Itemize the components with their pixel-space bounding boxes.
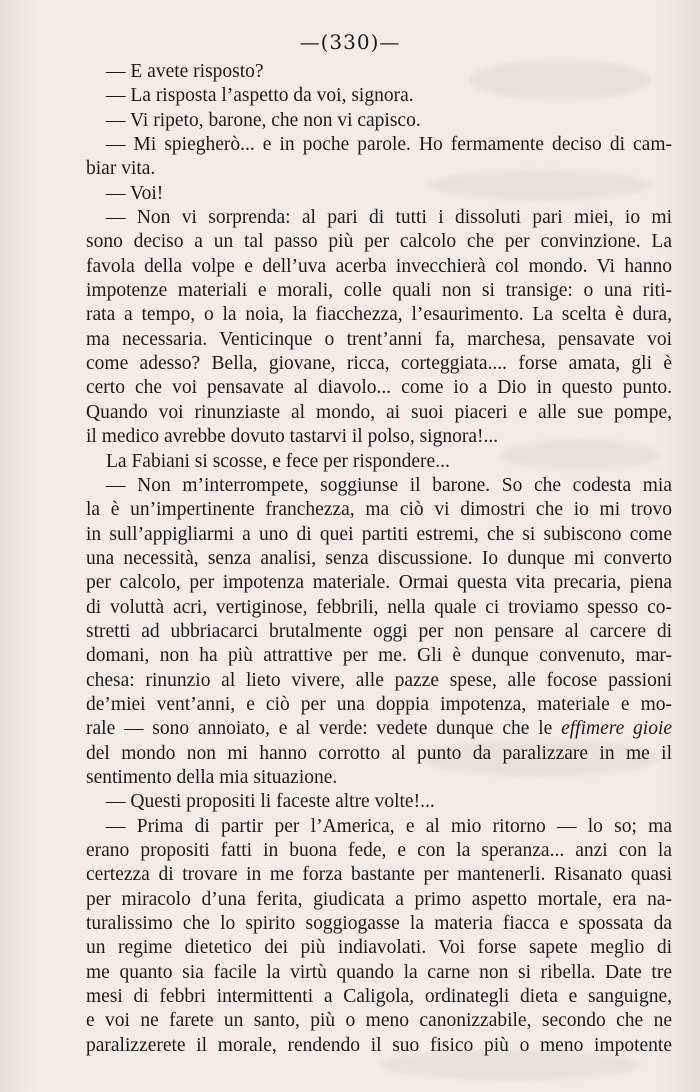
text-line xyxy=(86,669,672,693)
text-line-content: — Mi spiegherò... e in poche parole. Ho fermamente deciso di cam- xyxy=(106,134,672,156)
text-line-content: — Vi ripeto, barone, che non vi capisco. xyxy=(106,109,421,131)
text-line xyxy=(86,644,672,668)
text-line-content: — E avete risposto? xyxy=(106,61,264,82)
text-line xyxy=(86,596,672,620)
text-line xyxy=(86,863,672,887)
text-line-content: certo che voi pensavate al diavolo... come io a Dio in questo punto. xyxy=(86,377,672,399)
text-line xyxy=(86,620,672,644)
text-line-content: Quando voi rinunziaste al mondo, ai suoi piaceri e alle sue pompe, xyxy=(86,401,672,423)
text-line-content: — Non m’interrompete, soggiunse il barone. So che codesta mia xyxy=(106,474,672,496)
emphasized-text: effimere gioie xyxy=(561,718,673,740)
text-line-content: un regime dietetico dei più indiavolati. Voi forse sapete meglio di xyxy=(86,937,672,959)
text-line-content: turalissimo che lo spirito soggiogasse la materia fiacca e spossata da xyxy=(86,913,672,935)
text-line-content: stretti ad ubbriacarci brutalmente oggi per non pensare al carcere di xyxy=(86,620,672,642)
text-line xyxy=(86,182,672,206)
text-line xyxy=(86,450,672,474)
body-text xyxy=(86,60,672,1058)
text-line xyxy=(86,1034,672,1058)
text-line xyxy=(86,571,672,595)
text-line-content: chesa: rinunzio al lieto vivere, alle pazze spese, alle focose passioni xyxy=(86,669,672,691)
text-line xyxy=(86,109,672,133)
text-line-content: favola della volpe e dell’uva acerba invecchierà col mondo. Vi hanno xyxy=(86,255,672,277)
text-line xyxy=(86,84,672,108)
text-line-content: sono deciso a un tal passo più per calcolo che per convinzione. La xyxy=(86,231,672,253)
text-line-content: me quanto sia facile la virtù quando la carne non si ribella. Date tre xyxy=(86,961,672,983)
text-line-content: del mondo non mi hanno corrotto al punto da paralizzare in me il xyxy=(86,742,672,764)
text-line-content: in sull’appigliarmi a uno di quei partiti estremi, che si subiscono come xyxy=(86,523,672,545)
text-line-content: rale — sono annoiato, e al verde: vedete dunque che le xyxy=(86,718,553,740)
text-line-content: rata a tempo, o la noia, la fiacchezza, l’esaurimento. La scelta è dura, xyxy=(86,304,672,326)
text-line-content: come adesso? Bella, giovane, ricca, corteggiata.... forse amata, gli è xyxy=(86,353,672,375)
text-line-content: una necessità, senza analisi, senza discussione. Io dunque mi converto xyxy=(86,547,672,569)
text-line xyxy=(86,1009,672,1033)
text-line-content: — Prima di partir per l’America, e al mio ritorno — lo so; ma xyxy=(106,815,672,837)
text-line-content: La Fabiani si scosse, e fece per rispondere... xyxy=(106,450,450,472)
text-line xyxy=(86,815,672,839)
text-line-content: il medico avrebbe dovuto tastarvi il polso, signora!... xyxy=(86,426,499,448)
text-line xyxy=(86,523,672,547)
text-line-content: e voi ne farete un santo, più o meno canonizzabile, secondo che ne xyxy=(86,1010,672,1032)
text-line xyxy=(86,303,672,327)
text-line xyxy=(86,742,672,766)
text-line xyxy=(86,352,672,376)
text-line-content: — Non vi sorprenda: al pari di tutti i dissoluti pari miei, io mi xyxy=(106,207,672,229)
page-number: —(330)— xyxy=(299,30,401,54)
text-line-content: impotenze materiali e morali, colle quali non si transige: o una riti- xyxy=(86,280,672,302)
text-line-content: mesi di febbri intermittenti a Caligola, ordinategli dieta e sanguigne, xyxy=(86,986,672,1008)
text-line-content: — Voi! xyxy=(106,182,164,204)
text-line-content: erano propositi fatti in buona fede, e con la speranza... anzi con la xyxy=(86,840,672,861)
text-line xyxy=(86,474,672,498)
text-line-content: per calcolo, per impotenza materiale. Ormai questa vita precaria, piena xyxy=(86,572,672,594)
text-line xyxy=(86,985,672,1009)
text-line xyxy=(86,693,672,717)
text-line-content: certezza di trovare in me forza bastante per mantenerli. Risanato quasi xyxy=(86,864,672,886)
text-line-content: — La risposta l’aspetto da voi, signora. xyxy=(106,85,414,107)
text-line xyxy=(86,498,672,522)
text-line xyxy=(86,401,672,425)
text-line-content: — Questi propositi li faceste altre volte!... xyxy=(106,791,435,813)
text-line-content: sentimento della mia situazione. xyxy=(86,766,338,788)
text-line-content: domani, non ha più attrattive per me. Gli è dunque convenuto, mar- xyxy=(86,645,672,667)
text-line xyxy=(86,839,672,863)
text-line xyxy=(86,60,672,84)
text-line xyxy=(86,376,672,400)
text-line xyxy=(86,790,672,814)
text-line-content: di voluttà acri, vertiginose, febbrili, nella quale ci troviamo spesso co- xyxy=(86,596,672,618)
text-line-content: biar vita. xyxy=(86,158,156,180)
text-line-content: per miracolo d’una ferita, giudicata a primo aspetto mortale, era na- xyxy=(86,888,672,910)
text-line xyxy=(86,766,672,790)
text-line xyxy=(86,547,672,571)
text-line xyxy=(86,425,672,449)
text-line xyxy=(86,961,672,985)
text-line xyxy=(86,888,672,912)
text-line-content: la è un’impertinente franchezza, ma ciò vi dimostri che io mi trovo xyxy=(86,499,672,521)
text-line xyxy=(86,157,672,181)
text-line-content: de’miei vent’anni, e ciò per una doppia impotenza, materiale e mo- xyxy=(86,693,672,715)
text-line xyxy=(86,255,672,279)
text-line xyxy=(86,912,672,936)
text-line xyxy=(86,206,672,230)
text-line xyxy=(86,230,672,254)
text-line xyxy=(86,279,672,303)
text-line xyxy=(86,936,672,960)
text-line xyxy=(86,133,672,157)
text-line xyxy=(86,717,672,741)
text-line-content: ma necessaria. Venticinque o trent’anni fa, marchesa, pensavate voi xyxy=(86,328,672,350)
text-line xyxy=(86,328,672,352)
text-line-content: paralizzerete il morale, rendendo il suo fisico più o meno impotente xyxy=(86,1034,672,1056)
